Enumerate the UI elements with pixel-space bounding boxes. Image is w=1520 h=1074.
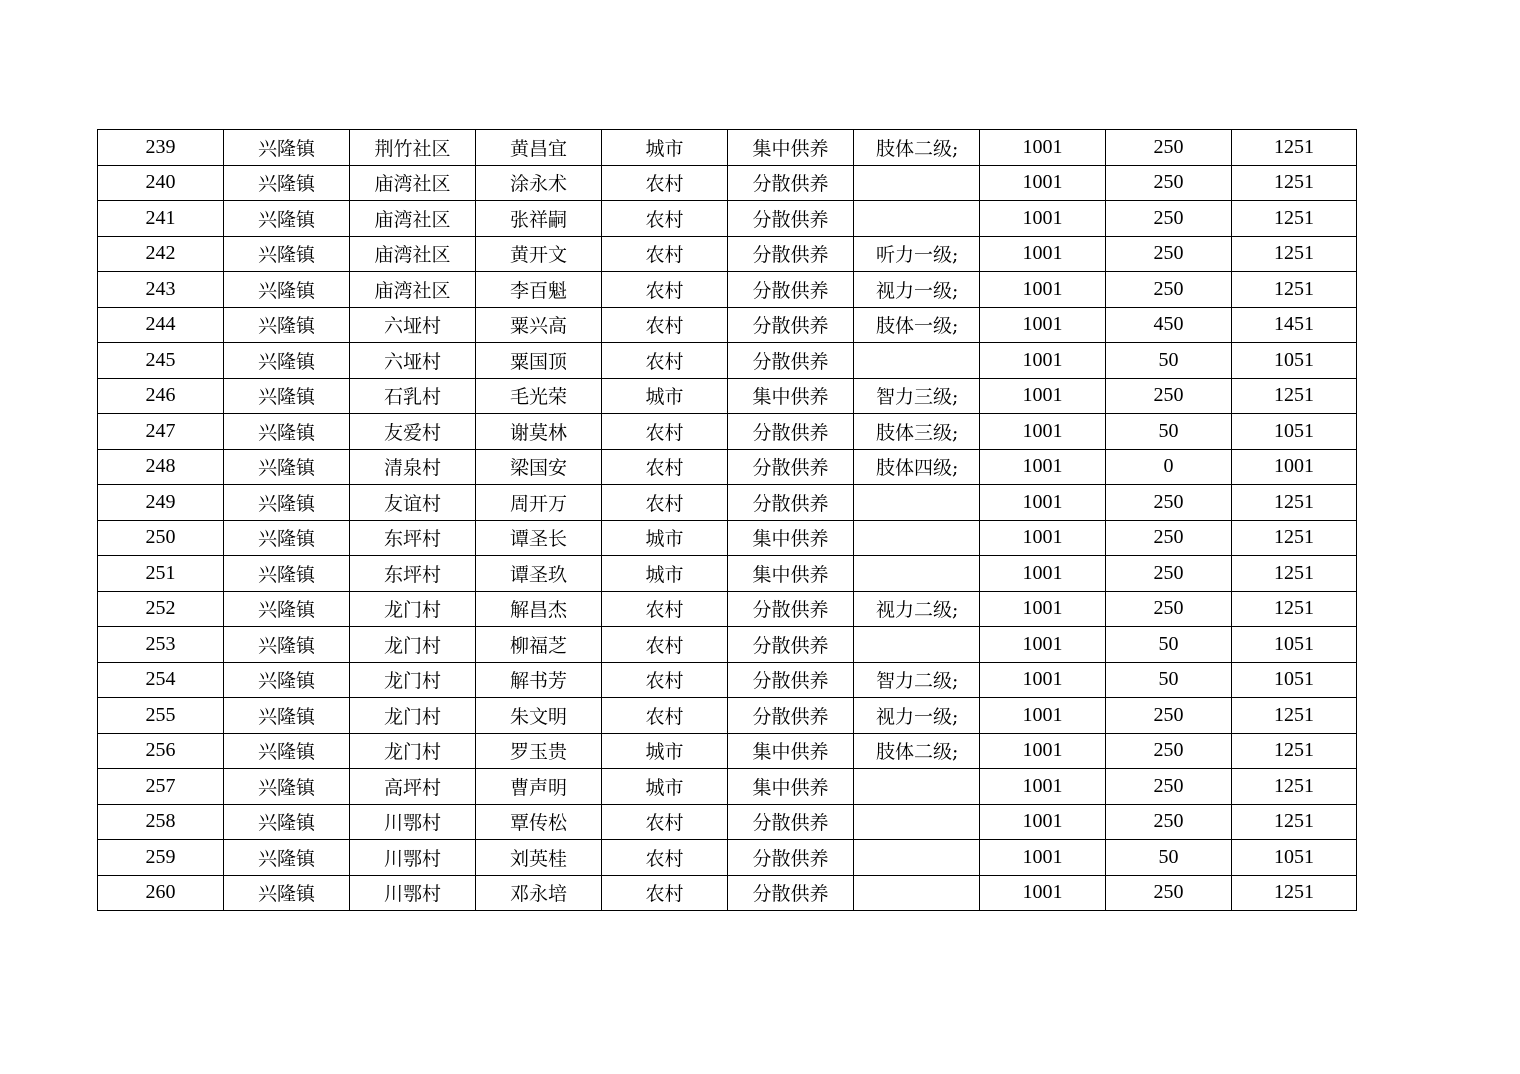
amount-total-cell: 1251 — [1232, 733, 1357, 769]
table-row — [98, 698, 1357, 734]
amount-total-cell: 1251 — [1232, 875, 1357, 911]
village-cell: 龙门村 — [350, 662, 476, 698]
amount-a-cell: 1001 — [980, 769, 1106, 805]
disability-level-cell: 听力一级; — [854, 236, 980, 272]
disability-level-cell: 智力三级; — [854, 378, 980, 414]
residence-type-cell: 农村 — [602, 698, 728, 734]
village-cell: 东坪村 — [350, 556, 476, 592]
support-type-cell: 分散供养 — [728, 272, 854, 308]
town-cell: 兴隆镇 — [224, 414, 350, 450]
amount-b-cell: 450 — [1106, 307, 1232, 343]
residence-type-cell: 农村 — [602, 627, 728, 663]
village-cell: 庙湾社区 — [350, 201, 476, 237]
row-number-cell: 241 — [98, 201, 224, 237]
table-row — [98, 591, 1357, 627]
village-cell: 荆竹社区 — [350, 130, 476, 166]
amount-a-cell: 1001 — [980, 130, 1106, 166]
amount-b-cell: 250 — [1106, 698, 1232, 734]
amount-total-cell: 1451 — [1232, 307, 1357, 343]
town-cell: 兴隆镇 — [224, 343, 350, 379]
residence-type-cell: 农村 — [602, 449, 728, 485]
amount-b-cell: 50 — [1106, 662, 1232, 698]
town-cell: 兴隆镇 — [224, 840, 350, 876]
amount-b-cell: 250 — [1106, 591, 1232, 627]
residence-type-cell: 农村 — [602, 591, 728, 627]
town-cell: 兴隆镇 — [224, 804, 350, 840]
support-type-cell: 分散供养 — [728, 449, 854, 485]
town-cell: 兴隆镇 — [224, 875, 350, 911]
disability-level-cell — [854, 485, 980, 521]
village-cell: 庙湾社区 — [350, 272, 476, 308]
town-cell: 兴隆镇 — [224, 449, 350, 485]
row-number-cell: 248 — [98, 449, 224, 485]
residence-type-cell: 农村 — [602, 236, 728, 272]
row-number-cell: 259 — [98, 840, 224, 876]
village-cell: 六垭村 — [350, 307, 476, 343]
amount-a-cell: 1001 — [980, 378, 1106, 414]
amount-a-cell: 1001 — [980, 840, 1106, 876]
disability-level-cell: 视力二级; — [854, 591, 980, 627]
amount-a-cell: 1001 — [980, 307, 1106, 343]
town-cell: 兴隆镇 — [224, 662, 350, 698]
town-cell: 兴隆镇 — [224, 698, 350, 734]
residence-type-cell: 城市 — [602, 769, 728, 805]
amount-total-cell: 1051 — [1232, 840, 1357, 876]
amount-total-cell: 1251 — [1232, 272, 1357, 308]
row-number-cell: 249 — [98, 485, 224, 521]
support-type-cell: 分散供养 — [728, 662, 854, 698]
disability-level-cell — [854, 520, 980, 556]
town-cell: 兴隆镇 — [224, 201, 350, 237]
amount-a-cell: 1001 — [980, 662, 1106, 698]
amount-b-cell: 250 — [1106, 485, 1232, 521]
table-row — [98, 485, 1357, 521]
town-cell: 兴隆镇 — [224, 627, 350, 663]
disability-level-cell — [854, 165, 980, 201]
amount-b-cell: 250 — [1106, 875, 1232, 911]
person-name-cell: 解昌杰 — [476, 591, 602, 627]
disability-level-cell — [854, 556, 980, 592]
table-row — [98, 627, 1357, 663]
town-cell: 兴隆镇 — [224, 378, 350, 414]
amount-b-cell: 50 — [1106, 414, 1232, 450]
amount-b-cell: 250 — [1106, 272, 1232, 308]
person-name-cell: 谭圣长 — [476, 520, 602, 556]
residence-type-cell: 农村 — [602, 201, 728, 237]
town-cell: 兴隆镇 — [224, 236, 350, 272]
amount-total-cell: 1251 — [1232, 130, 1357, 166]
amount-total-cell: 1251 — [1232, 520, 1357, 556]
support-type-cell: 分散供养 — [728, 307, 854, 343]
row-number-cell: 245 — [98, 343, 224, 379]
amount-total-cell: 1251 — [1232, 201, 1357, 237]
person-name-cell: 毛光荣 — [476, 378, 602, 414]
amount-b-cell: 50 — [1106, 343, 1232, 379]
row-number-cell: 244 — [98, 307, 224, 343]
support-type-cell: 分散供养 — [728, 591, 854, 627]
table-row — [98, 165, 1357, 201]
amount-a-cell: 1001 — [980, 698, 1106, 734]
row-number-cell: 253 — [98, 627, 224, 663]
amount-total-cell: 1051 — [1232, 627, 1357, 663]
row-number-cell: 252 — [98, 591, 224, 627]
residence-type-cell: 农村 — [602, 804, 728, 840]
residence-type-cell: 农村 — [602, 414, 728, 450]
disability-level-cell: 肢体三级; — [854, 414, 980, 450]
disability-level-cell — [854, 875, 980, 911]
residence-type-cell: 农村 — [602, 662, 728, 698]
disability-level-cell: 肢体二级; — [854, 733, 980, 769]
town-cell: 兴隆镇 — [224, 165, 350, 201]
disability-level-cell — [854, 627, 980, 663]
row-number-cell: 257 — [98, 769, 224, 805]
village-cell: 川鄂村 — [350, 875, 476, 911]
person-name-cell: 解书芳 — [476, 662, 602, 698]
amount-total-cell: 1001 — [1232, 449, 1357, 485]
village-cell: 清泉村 — [350, 449, 476, 485]
row-number-cell: 255 — [98, 698, 224, 734]
person-name-cell: 谭圣玖 — [476, 556, 602, 592]
residence-type-cell: 城市 — [602, 378, 728, 414]
roster-table — [97, 129, 1357, 911]
amount-total-cell: 1051 — [1232, 343, 1357, 379]
amount-a-cell: 1001 — [980, 165, 1106, 201]
residence-type-cell: 城市 — [602, 733, 728, 769]
amount-b-cell: 250 — [1106, 520, 1232, 556]
residence-type-cell: 农村 — [602, 307, 728, 343]
amount-a-cell: 1001 — [980, 627, 1106, 663]
table-row — [98, 662, 1357, 698]
person-name-cell: 粟国顶 — [476, 343, 602, 379]
table-row — [98, 201, 1357, 237]
amount-a-cell: 1001 — [980, 201, 1106, 237]
table-row — [98, 733, 1357, 769]
amount-a-cell: 1001 — [980, 733, 1106, 769]
person-name-cell: 曹声明 — [476, 769, 602, 805]
town-cell: 兴隆镇 — [224, 520, 350, 556]
village-cell: 六垭村 — [350, 343, 476, 379]
village-cell: 龙门村 — [350, 627, 476, 663]
amount-total-cell: 1251 — [1232, 556, 1357, 592]
amount-total-cell: 1251 — [1232, 769, 1357, 805]
amount-total-cell: 1251 — [1232, 591, 1357, 627]
village-cell: 石乳村 — [350, 378, 476, 414]
table-row — [98, 272, 1357, 308]
row-number-cell: 260 — [98, 875, 224, 911]
disability-level-cell: 智力二级; — [854, 662, 980, 698]
amount-b-cell: 250 — [1106, 556, 1232, 592]
support-type-cell: 分散供养 — [728, 165, 854, 201]
town-cell: 兴隆镇 — [224, 733, 350, 769]
table-row — [98, 343, 1357, 379]
village-cell: 龙门村 — [350, 733, 476, 769]
table-row — [98, 556, 1357, 592]
residence-type-cell: 农村 — [602, 343, 728, 379]
support-type-cell: 分散供养 — [728, 414, 854, 450]
person-name-cell: 覃传松 — [476, 804, 602, 840]
amount-total-cell: 1251 — [1232, 165, 1357, 201]
amount-a-cell: 1001 — [980, 272, 1106, 308]
table-row — [98, 769, 1357, 805]
person-name-cell: 梁国安 — [476, 449, 602, 485]
table-row — [98, 307, 1357, 343]
disability-level-cell — [854, 840, 980, 876]
residence-type-cell: 城市 — [602, 130, 728, 166]
amount-a-cell: 1001 — [980, 449, 1106, 485]
village-cell: 龙门村 — [350, 698, 476, 734]
support-type-cell: 分散供养 — [728, 485, 854, 521]
town-cell: 兴隆镇 — [224, 769, 350, 805]
disability-level-cell: 肢体四级; — [854, 449, 980, 485]
amount-total-cell: 1251 — [1232, 236, 1357, 272]
residence-type-cell: 农村 — [602, 272, 728, 308]
amount-total-cell: 1051 — [1232, 414, 1357, 450]
support-type-cell: 分散供养 — [728, 201, 854, 237]
amount-a-cell: 1001 — [980, 343, 1106, 379]
row-number-cell: 246 — [98, 378, 224, 414]
residence-type-cell: 城市 — [602, 556, 728, 592]
table-row — [98, 414, 1357, 450]
village-cell: 川鄂村 — [350, 840, 476, 876]
amount-total-cell: 1251 — [1232, 698, 1357, 734]
amount-total-cell: 1051 — [1232, 662, 1357, 698]
support-type-cell: 分散供养 — [728, 343, 854, 379]
town-cell: 兴隆镇 — [224, 272, 350, 308]
residence-type-cell: 农村 — [602, 875, 728, 911]
amount-b-cell: 250 — [1106, 201, 1232, 237]
support-type-cell: 集中供养 — [728, 733, 854, 769]
support-type-cell: 分散供养 — [728, 804, 854, 840]
amount-a-cell: 1001 — [980, 556, 1106, 592]
amount-total-cell: 1251 — [1232, 804, 1357, 840]
amount-a-cell: 1001 — [980, 875, 1106, 911]
row-number-cell: 247 — [98, 414, 224, 450]
support-type-cell: 分散供养 — [728, 236, 854, 272]
person-name-cell: 粟兴高 — [476, 307, 602, 343]
amount-b-cell: 250 — [1106, 733, 1232, 769]
residence-type-cell: 城市 — [602, 520, 728, 556]
village-cell: 川鄂村 — [350, 804, 476, 840]
row-number-cell: 251 — [98, 556, 224, 592]
village-cell: 庙湾社区 — [350, 165, 476, 201]
row-number-cell: 250 — [98, 520, 224, 556]
support-type-cell: 集中供养 — [728, 130, 854, 166]
village-cell: 友谊村 — [350, 485, 476, 521]
disability-level-cell: 肢体一级; — [854, 307, 980, 343]
support-type-cell: 集中供养 — [728, 378, 854, 414]
row-number-cell: 239 — [98, 130, 224, 166]
support-type-cell: 集中供养 — [728, 556, 854, 592]
amount-a-cell: 1001 — [980, 485, 1106, 521]
row-number-cell: 254 — [98, 662, 224, 698]
disability-level-cell — [854, 769, 980, 805]
person-name-cell: 邓永培 — [476, 875, 602, 911]
person-name-cell: 李百魁 — [476, 272, 602, 308]
town-cell: 兴隆镇 — [224, 485, 350, 521]
person-name-cell: 刘英桂 — [476, 840, 602, 876]
amount-total-cell: 1251 — [1232, 485, 1357, 521]
row-number-cell: 256 — [98, 733, 224, 769]
row-number-cell: 258 — [98, 804, 224, 840]
support-type-cell: 分散供养 — [728, 627, 854, 663]
amount-b-cell: 0 — [1106, 449, 1232, 485]
table-row — [98, 840, 1357, 876]
table-row — [98, 804, 1357, 840]
table-row — [98, 236, 1357, 272]
amount-b-cell: 250 — [1106, 165, 1232, 201]
person-name-cell: 谢莫林 — [476, 414, 602, 450]
row-number-cell: 243 — [98, 272, 224, 308]
table-row — [98, 378, 1357, 414]
support-type-cell: 分散供养 — [728, 840, 854, 876]
disability-level-cell — [854, 804, 980, 840]
person-name-cell: 周开万 — [476, 485, 602, 521]
amount-b-cell: 50 — [1106, 627, 1232, 663]
residence-type-cell: 农村 — [602, 165, 728, 201]
person-name-cell: 涂永术 — [476, 165, 602, 201]
town-cell: 兴隆镇 — [224, 307, 350, 343]
residence-type-cell: 农村 — [602, 485, 728, 521]
row-number-cell: 242 — [98, 236, 224, 272]
person-name-cell: 黄开文 — [476, 236, 602, 272]
person-name-cell: 朱文明 — [476, 698, 602, 734]
village-cell: 高坪村 — [350, 769, 476, 805]
amount-a-cell: 1001 — [980, 591, 1106, 627]
disability-level-cell — [854, 201, 980, 237]
amount-a-cell: 1001 — [980, 804, 1106, 840]
support-type-cell: 分散供养 — [728, 875, 854, 911]
disability-level-cell: 视力一级; — [854, 698, 980, 734]
amount-b-cell: 250 — [1106, 769, 1232, 805]
town-cell: 兴隆镇 — [224, 556, 350, 592]
amount-b-cell: 250 — [1106, 804, 1232, 840]
support-type-cell: 集中供养 — [728, 520, 854, 556]
disability-level-cell: 肢体二级; — [854, 130, 980, 166]
table-row — [98, 130, 1357, 166]
amount-a-cell: 1001 — [980, 236, 1106, 272]
village-cell: 庙湾社区 — [350, 236, 476, 272]
support-type-cell: 集中供养 — [728, 769, 854, 805]
amount-total-cell: 1251 — [1232, 378, 1357, 414]
amount-a-cell: 1001 — [980, 520, 1106, 556]
person-name-cell: 黄昌宜 — [476, 130, 602, 166]
row-number-cell: 240 — [98, 165, 224, 201]
town-cell: 兴隆镇 — [224, 130, 350, 166]
person-name-cell: 张祥嗣 — [476, 201, 602, 237]
amount-b-cell: 250 — [1106, 130, 1232, 166]
support-type-cell: 分散供养 — [728, 698, 854, 734]
amount-b-cell: 50 — [1106, 840, 1232, 876]
disability-level-cell — [854, 343, 980, 379]
town-cell: 兴隆镇 — [224, 591, 350, 627]
person-name-cell: 罗玉贵 — [476, 733, 602, 769]
disability-level-cell: 视力一级; — [854, 272, 980, 308]
amount-b-cell: 250 — [1106, 378, 1232, 414]
amount-a-cell: 1001 — [980, 414, 1106, 450]
roster-body — [98, 130, 1357, 911]
village-cell: 东坪村 — [350, 520, 476, 556]
table-row — [98, 520, 1357, 556]
table-row — [98, 449, 1357, 485]
village-cell: 友爱村 — [350, 414, 476, 450]
amount-b-cell: 250 — [1106, 236, 1232, 272]
village-cell: 龙门村 — [350, 591, 476, 627]
table-row — [98, 875, 1357, 911]
person-name-cell: 柳福芝 — [476, 627, 602, 663]
residence-type-cell: 农村 — [602, 840, 728, 876]
